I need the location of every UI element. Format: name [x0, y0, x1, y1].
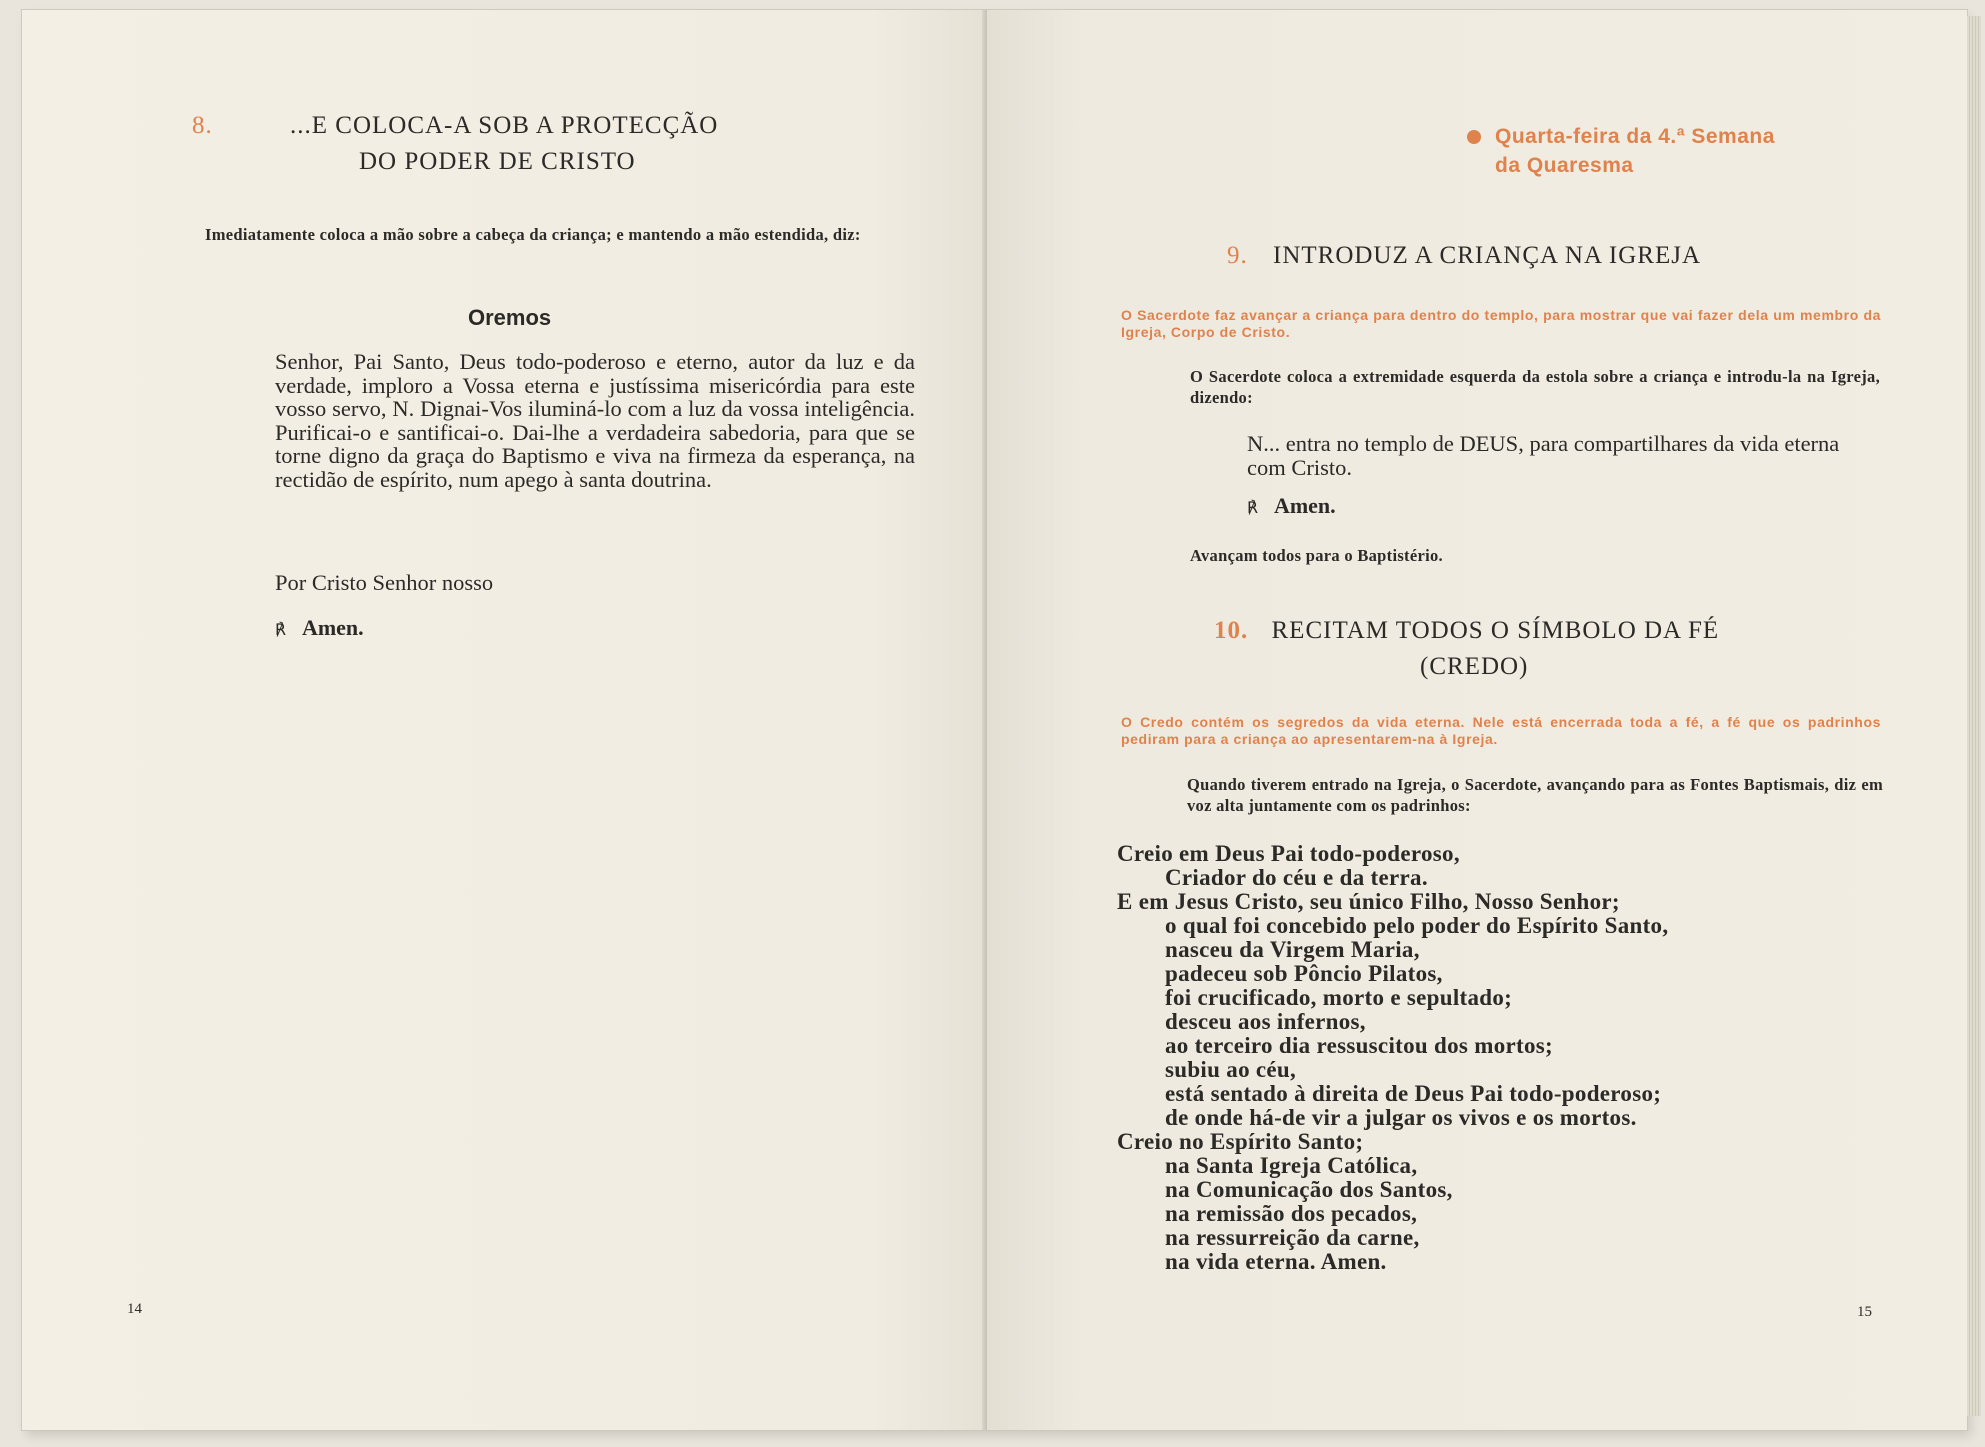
credo-line: desceu aos infernos,	[1165, 1009, 1366, 1034]
credo-line: está sentado à direita de Deus Pai todo-poderoso;	[1165, 1081, 1662, 1106]
book-spread	[22, 10, 1967, 1430]
response-sign: ℟	[275, 622, 286, 639]
section-10-title-line2: (CREDO)	[1420, 653, 1529, 680]
credo-line: Creio no Espírito Santo;	[1117, 1129, 1364, 1154]
page-number-left: 14	[127, 1301, 142, 1317]
section-9-heading	[1227, 238, 1701, 274]
page-number-right: 15	[1857, 1304, 1872, 1320]
credo-line: ao terceiro dia ressuscitou dos mortos;	[1165, 1033, 1553, 1058]
section-10-rubric-orange: O Credo contém os segredos da vida eterna. Nele está encerrada toda a fé, a fé que os padrinhos pediram para a criança ao apresentarem-na à Igreja.	[1121, 714, 1881, 747]
section-8-title-line1: ...E COLOCA-A SOB A PROTECÇÃO	[290, 112, 719, 139]
section-9-amen-response	[1247, 493, 1336, 519]
section-8-rubric: Imediatamente coloca a mão sobre a cabeça da criança; e mantendo a mão estendida, diz:	[205, 225, 861, 244]
section-8-number: 8.	[192, 112, 213, 139]
section-10-heading	[1214, 613, 1719, 649]
liturgical-day-line1: Quarta-feira da 4.ª Semana	[1495, 125, 1775, 148]
left-page	[22, 10, 987, 1430]
credo-line: foi crucificado, morto e sepultado;	[1165, 985, 1513, 1010]
liturgical-day-header	[1495, 122, 1775, 180]
section-9-after: Avançam todos para o Baptistério.	[1190, 546, 1443, 565]
credo-line: de onde há-de vir a julgar os vivos e os mortos.	[1165, 1105, 1637, 1130]
section-8-title-line2: DO PODER DE CRISTO	[359, 148, 636, 175]
credo-text	[1117, 842, 1917, 1274]
section-8-heading	[192, 108, 213, 144]
prayer-closing: Por Cristo Senhor nosso	[275, 570, 494, 595]
oremos-heading: Oremos	[468, 305, 552, 330]
credo-line: na Comunicação dos Santos,	[1165, 1177, 1453, 1202]
section-10-number: 10.	[1214, 617, 1249, 644]
bullet-dot-icon	[1467, 130, 1481, 144]
section-9-rubric-orange: O Sacerdote faz avançar a criança para dentro do templo, para mostrar que vai fazer dela um membro da Igreja, Corpo de Cristo.	[1121, 307, 1881, 340]
prayer-text: Senhor, Pai Santo, Deus todo-poderoso e eterno, autor da luz e da verdade, imploro a Vossa eterna e justíssima misericórdia para este vosso servo, N. Dignai-Vos iluminá-lo com a luz da vossa inteligência. Purificai-o e santificai-o. Dai-lhe a verdadeira sabedoria, para que se torne digno da graça do Baptismo e viva na firmeza da esperança, na rectidão de espírito, num apego à santa doutrina.	[275, 349, 915, 492]
credo-line: Criador do céu e da terra.	[1165, 865, 1428, 890]
credo-line: Creio em Deus Pai todo-poderoso,	[1117, 841, 1460, 866]
credo-line: E em Jesus Cristo, seu único Filho, Nosso Senhor;	[1117, 889, 1620, 914]
section-10-rubric: Quando tiverem entrado na Igreja, o Sacerdote, avançando para as Fontes Baptismais, diz em voz alta juntamente com os padrinhos:	[1187, 775, 1883, 815]
response-sign: ℟	[1247, 500, 1258, 517]
section-9-number: 9.	[1227, 242, 1248, 269]
liturgical-day-line2: da Quaresma	[1495, 154, 1634, 177]
credo-line: o qual foi concebido pelo poder do Espírito Santo,	[1165, 913, 1669, 938]
credo-line: na vida eterna. Amen.	[1165, 1249, 1387, 1274]
credo-line: padeceu sob Pôncio Pilatos,	[1165, 961, 1443, 986]
section-9-rubric: O Sacerdote coloca a extremidade esquerda da estola sobre a criança e introdu-la na Igreja, dizendo:	[1190, 367, 1880, 407]
credo-line: na ressurreição da carne,	[1165, 1225, 1420, 1250]
credo-line: subiu ao céu,	[1165, 1057, 1297, 1082]
amen-text: Amen.	[1273, 493, 1336, 518]
amen-response	[275, 615, 364, 641]
amen-text: Amen.	[301, 615, 364, 640]
section-9-title: INTRODUZ A CRIANÇA NA IGREJA	[1273, 242, 1702, 269]
right-page	[987, 10, 1967, 1430]
section-10-title-line1: RECITAM TODOS O SÍMBOLO DA FÉ	[1271, 617, 1720, 644]
credo-line: na Santa Igreja Católica,	[1165, 1153, 1418, 1178]
section-9-words: N... entra no templo de DEUS, para compartilhares da vida eterna com Cristo.	[1247, 431, 1840, 480]
credo-line: na remissão dos pecados,	[1165, 1201, 1418, 1226]
page-edges	[1967, 16, 1981, 1416]
credo-line: nasceu da Virgem Maria,	[1165, 937, 1420, 962]
